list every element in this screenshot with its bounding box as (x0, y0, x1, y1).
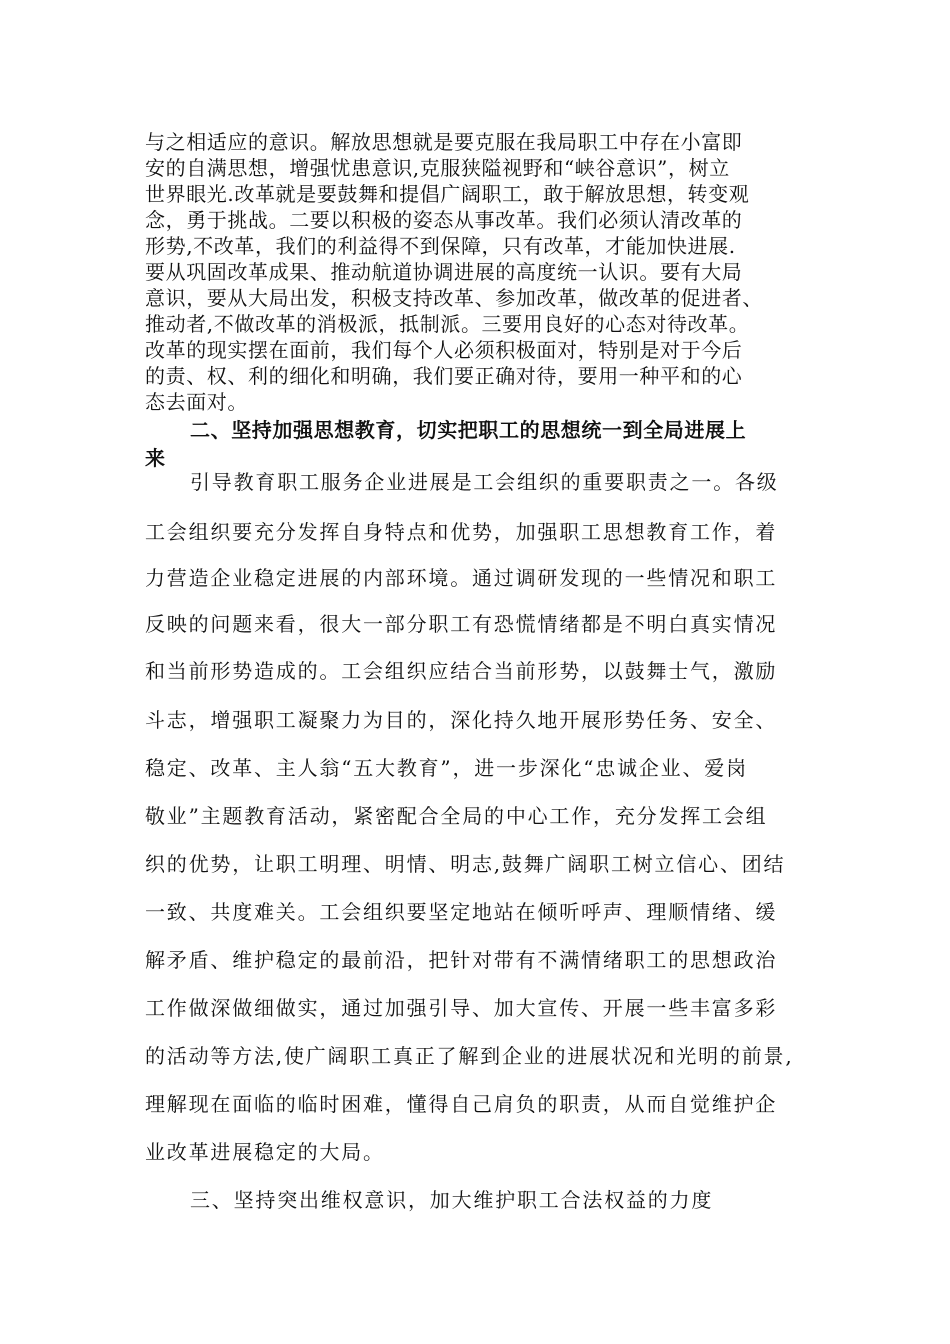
text-line: 的活动等方法,使广阔职工真正了解到企业的进展状况和光明的前景, (145, 1044, 794, 1068)
text-line: 要从巩固改革成果、推动航道协调进展的高度统一认识。要有大局 (145, 260, 743, 284)
heading-line: 来 (145, 446, 166, 470)
text-line: 推动者,不做改革的消极派，抵制派。三要用良好的心态对待改革。 (145, 312, 750, 336)
text-line: 安的自满思想，增强忧患意识,克服狭隘视野和“峡谷意识”，树立 (145, 156, 730, 180)
text-line: 引导教育职工服务企业进展是工会组织的重要职责之一。各级 (190, 470, 779, 494)
heading-line: 二、坚持加强思想教育，切实把职工的思想统一到全局进展上 (190, 418, 747, 442)
text-line: 反映的问题来看，很大一部分职工有恐慌情绪都是不明白真实情况 (145, 612, 778, 636)
text-line: 敬业”主题教育活动，紧密配合全局的中心工作，充分发挥工会组 (145, 804, 768, 828)
text-line: 斗志，增强职工凝聚力为目的，深化持久地开展形势任务、安全、 (145, 708, 778, 732)
text-line: 织的优势，让职工明理、明情、明志,鼓舞广阔职工树立信心、团结 (145, 852, 786, 876)
text-line: 解矛盾、维护稳定的最前沿，把针对带有不满情绪职工的思想政治 (145, 948, 778, 972)
text-line: 与之相适应的意识。解放思想就是要克服在我局职工中存在小富即 (145, 130, 743, 154)
text-line: 一致、共度难关。工会组织要坚定地站在倾听呼声、理顺情绪、缓 (145, 900, 778, 924)
text-line: 和当前形势造成的。工会组织应结合当前形势，以鼓舞士气，激励 (145, 659, 778, 683)
text-line: 形势,不改革，我们的利益得不到保障，只有改革，才能加快进展. (145, 234, 736, 258)
text-line: 念，勇于挑战。二要以积极的姿态从事改革。我们必须认清改革的 (145, 208, 743, 232)
text-line: 意识，要从大局出发，积极支持改革、参加改革，做改革的促进者、 (145, 286, 763, 310)
text-line: 态去面对。 (145, 390, 248, 414)
text-line: 工会组织要充分发挥自身特点和优势，加强职工思想教育工作，着 (145, 520, 778, 544)
text-line: 改革的现实摆在面前，我们每个人必须积极面对，特别是对于今后 (145, 338, 743, 362)
text-line: 的责、权、利的细化和明确，我们要正确对待，要用一种平和的心 (145, 364, 743, 388)
text-line: 工作做深做细做实，通过加强引导、加大宣传、开展一些丰富多彩 (145, 996, 778, 1020)
text-line: 理解现在面临的临时困难，懂得自己肩负的职责，从而自觉维护企 (145, 1092, 778, 1116)
text-line: 力营造企业稳定进展的内部环境。通过调研发现的一些情况和职工 (145, 566, 778, 590)
text-line: 世界眼光.改革就是要鼓舞和提倡广阔职工，敢于解放思想，转变观 (145, 182, 750, 206)
text-line: 业改革进展稳定的大局。 (145, 1140, 385, 1164)
text-line: 稳定、改革、主人翁“五大教育”，进一步深化“忠诚企业、爱岗 (145, 756, 748, 780)
section-heading-3: 三、坚持突出维权意识，加大维护职工合法权益的力度 (190, 1188, 714, 1212)
